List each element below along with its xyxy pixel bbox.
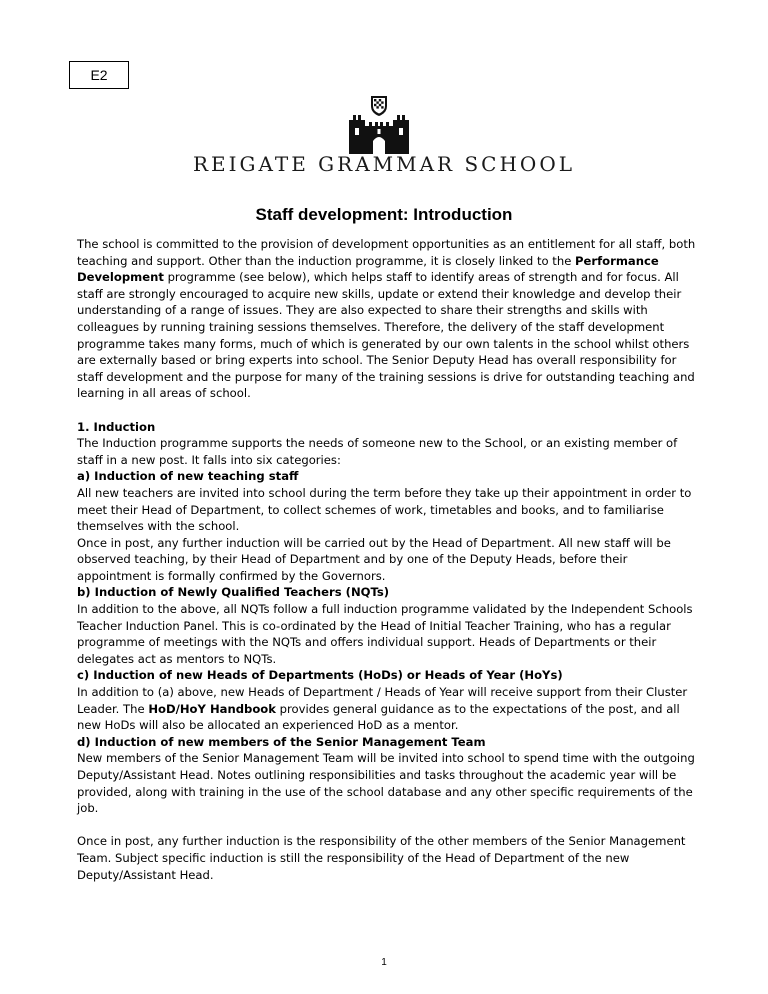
section-b-text: In addition to the above, all NQTs follow a full induction programme validated by the Independent Schools Teacher Induction Panel. This is co-ordinated by the Head of Initial Teacher Training, who has a regular programme of meetings with the NQTs and offers individual support. Heads of Departments or their delegates act as mentors to NQTs.: [77, 602, 693, 666]
induction-text: The Induction programme supports the needs of someone new to the School, or an existing member of staff in a new post. It falls into six categories:: [77, 436, 678, 467]
intro-paragraph: The school is committed to the provision of development opportunities as an entitlement for all staff, both teaching and support. Other than the induction programme, it is closely linked to the Performance Development programme (see below), which helps staff to identify areas of strength and for focus. All staff are strongly encouraged to acquire new skills, update or extend their knowledge and develop their understanding of a range of issues. They are also expected to share their strengths and skills with colleagues by running training sessions themselves. Therefore, the delivery of the staff development programme takes many forms, much of which is generated by our own talents in the school whilst others are externally based or bring experts into school. The Senior Deputy Head has overall responsibility for staff development and the purpose for many of the training sessions is drive for outstanding teaching and learning in all areas of school.: [77, 237, 696, 401]
section-b-heading: b) Induction of Newly Qualified Teachers (NQTs): [77, 585, 390, 600]
section-a-text-1: All new teachers are invited into school during the term before they take up their appointment in order to meet their Head of Department, to collect schemes of work, timetables and books, and to familiarise themselves with the school.: [77, 485, 692, 534]
section-c-heading: c) Induction of new Heads of Departments (HoDs) or Heads of Year (HoYs): [77, 668, 563, 683]
section-c-text: In addition to (a) above, new Heads of Department / Heads of Year will receive support from their Cluster Leader. The HoD/HoY Handbook provides general guidance as to the expectations of the post, and all new HoDs will also be allocated an experienced HoD as a mentor.: [77, 685, 688, 733]
section-d-text-1: New members of the Senior Management Team will be invited into school to spend time with the outgoing Deputy/Assistant Head. Notes outlining responsibilities and tasks throughout the academic year will be provided, along with training in the use of the school database and any other specific requirements of the job.: [77, 751, 695, 816]
section-d-heading: d) Induction of new members of the Senior Management Team: [77, 734, 486, 749]
document-code-box: E2: [69, 61, 129, 89]
page-number: 1: [381, 957, 387, 968]
hod-hoy-handbook-term: HoD/HoY Handbook: [148, 701, 276, 716]
performance-development-term: Performance Development: [77, 253, 659, 285]
page-title: Staff development: Introduction: [255, 205, 513, 224]
section-d-text-2: Once in post, any further induction is the responsibility of the other members of the Senior Management Team. Subject specific induction is still the responsibility of the Head of Department of the new Deputy/Assistant Head.: [77, 834, 686, 882]
school-name-wordmark: REIGATE GRAMMAR SCHOOL: [193, 152, 575, 176]
section-a-heading: a) Induction of new teaching staff: [77, 469, 299, 484]
school-crest-logo: [348, 96, 410, 154]
document-body: [77, 236, 701, 883]
induction-heading: 1. Induction: [77, 419, 156, 434]
section-a-text-2: Once in post, any further induction will be carried out by the Head of Department. All new staff will be observed teaching, by their Head of Department and by one of the Deputy Heads, before their appointment is formally confirmed by the Governors.: [77, 535, 671, 583]
